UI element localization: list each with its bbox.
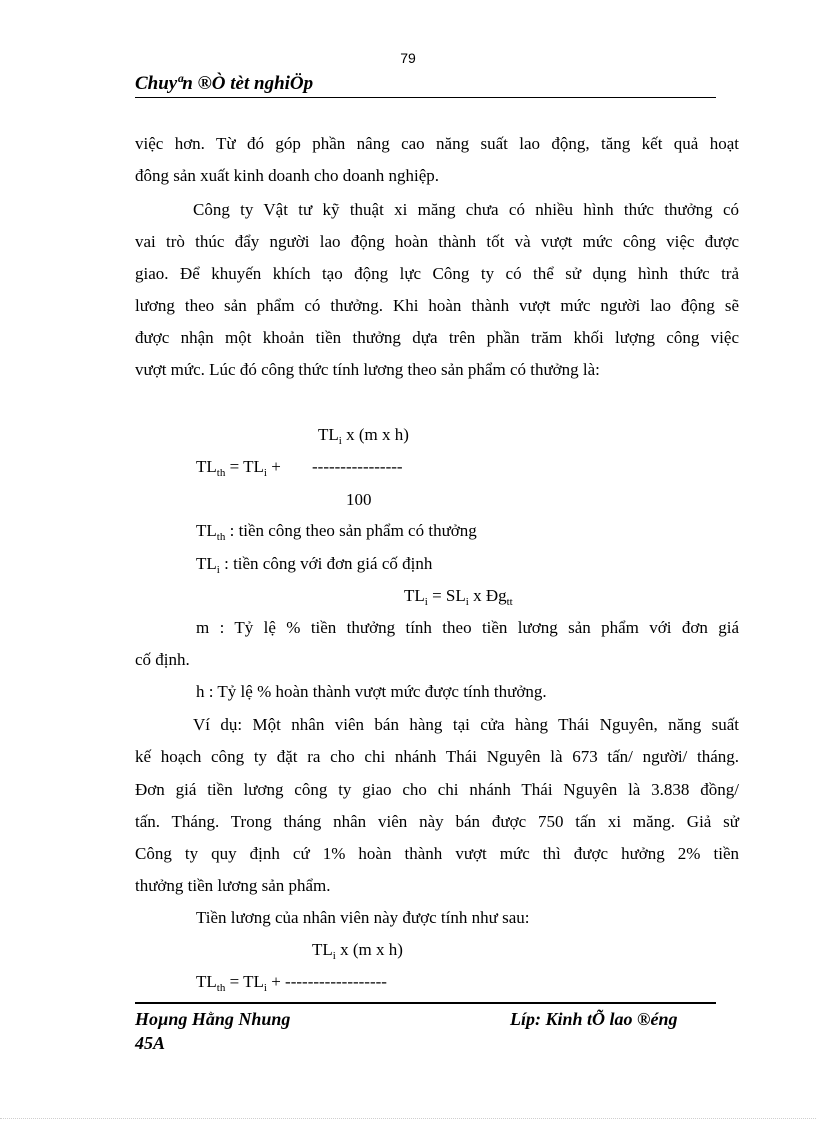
body-line: Công ty Vật tư kỹ thuật xi măng chưa có nhiều hình thức thưởng có [193,200,739,219]
header-title: Chuyªn ®Ò tèt nghiÖp [135,73,314,94]
definition-m: m : Tỷ lệ % tiền thưởng tính theo tiền lương sản phẩm với đơn giá [196,618,739,637]
header-rule [135,97,716,98]
body-line: vai trò thúc đẩy người lao động hoàn thành tốt và vượt mức công việc được [135,232,739,251]
definition-tlth: $TL_{th}$ : tiền công theo sản phẩm có thưởng [196,521,477,543]
footer-author: Hoµng Hằng Nhung [135,1009,291,1029]
page-bottom-dotted-line [0,1118,816,1119]
body-line: đông sản xuất kinh doanh cho doanh nghiệp. [135,166,440,185]
formula2: $TL_i = SL_i$ x $Đg_{tt}$ [404,586,513,608]
definition-m-cont: cố định. [135,650,190,669]
footer-class: Líp: Kinh tÕ lao ®éng [510,1009,678,1029]
formula1-lhs: $TL_{th} = TL_i$ + [196,457,281,479]
formula3-numerator: $TL_i$ x (m x h) [312,940,403,962]
footer-rule [135,1002,716,1004]
body-line: vượt mức. Lúc đó công thức tính lương theo sản phẩm có thưởng là: [135,360,600,379]
calc-intro: Tiền lương của nhân viên này được tính như sau: [196,908,530,927]
example-line: thưởng tiền lương sản phẩm. [135,876,331,895]
example-line: Công ty quy định cứ 1% hoàn thành vượt mức thì được hưởng 2% tiền [135,844,739,863]
formula1-denominator: 100 [346,490,372,509]
example-line: tấn. Tháng. Trong tháng nhân viên này bán được 750 tấn xi măng. Giả sử [135,812,739,831]
body-line: việc hơn. Từ đó góp phần nâng cao năng suất lao động, tăng kết quả hoạt [135,134,739,153]
page-number: 79 [400,50,416,66]
definition-h: h : Tỷ lệ % hoàn thành vượt mức được tính thưởng. [196,682,547,701]
footer-class-code: 45A [135,1033,166,1053]
formula1-fraction-bar: ---------------- [312,457,403,476]
formula3-lhs: $TL_{th} = TL_i$ + ------------------ [196,972,387,994]
example-line: Đơn giá tiền lương công ty giao cho chi nhánh Thái Nguyên là 3.838 đồng/ [135,780,739,799]
definition-tli: $TL_i$ : tiền công với đơn giá cố định [196,554,433,576]
body-line: giao. Để khuyến khích tạo động lực Công ty có thể sử dụng hình thức trả [135,264,739,283]
example-line: kế hoạch công ty đặt ra cho chi nhánh Thái Nguyên là 673 tấn/ người/ tháng. [135,747,739,766]
body-line: được nhận một khoản tiền thưởng dựa trên phần trăm khối lượng công việc [135,328,739,347]
formula1-numerator: $TL_i$ x (m x h) [318,425,409,447]
example-line: Ví dụ: Một nhân viên bán hàng tại cửa hàng Thái Nguyên, năng suất [193,715,739,734]
body-line: lương theo sản phẩm có thưởng. Khi hoàn thành vượt mức người lao động sẽ [135,296,739,315]
